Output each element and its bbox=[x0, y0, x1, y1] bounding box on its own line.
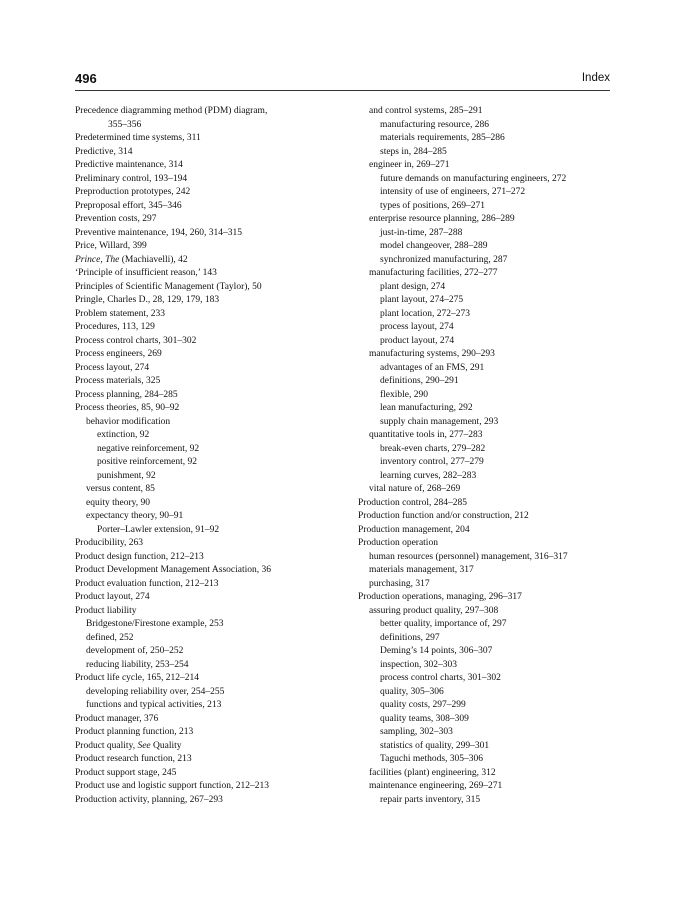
index-entry-text: Product liability bbox=[75, 605, 137, 616]
index-entry bbox=[358, 672, 620, 686]
index-entry-text: 355–356 bbox=[108, 119, 142, 130]
index-entry-text: inventory control, 277–279 bbox=[380, 457, 484, 467]
index-entry-text: developing reliability over, 254–255 bbox=[86, 686, 225, 697]
index-entry-text: plant location, 272–273 bbox=[380, 308, 470, 319]
index-entry bbox=[75, 578, 340, 592]
index-entry bbox=[75, 740, 340, 754]
index-entry-text: Process layout, 274 bbox=[75, 362, 150, 373]
index-entry-text: Product Development Management Association, 36 bbox=[75, 565, 272, 575]
index-entry-text: process control charts, 301–302 bbox=[380, 673, 501, 683]
index-entry-text: Production function and/or construction, 212 bbox=[358, 511, 529, 521]
index-entry bbox=[75, 335, 340, 349]
page-number: 496 bbox=[75, 71, 97, 86]
index-entry bbox=[75, 105, 340, 119]
index-entry-text: materials management, 317 bbox=[369, 565, 474, 575]
index-entry bbox=[358, 227, 620, 241]
index-entry bbox=[75, 794, 340, 808]
index-entry-text: facilities (plant) engineering, 312 bbox=[369, 767, 496, 778]
index-entry-italic: Prince, The bbox=[75, 254, 120, 265]
index-entry bbox=[358, 632, 620, 646]
index-entry bbox=[358, 497, 620, 511]
index-entry bbox=[75, 483, 340, 497]
index-entry-text: product layout, 274 bbox=[380, 335, 455, 346]
index-entry-text: Precedence diagramming method (PDM) diagram, bbox=[75, 106, 268, 116]
index-entry-text: Preliminary control, 193–194 bbox=[75, 173, 188, 184]
index-entry bbox=[358, 416, 620, 430]
index-entry-text: Production operation bbox=[358, 538, 438, 548]
index-entry bbox=[358, 375, 620, 389]
index-entry-text: expectancy theory, 90–91 bbox=[86, 511, 184, 521]
index-entry-text: reducing liability, 253–254 bbox=[86, 659, 189, 670]
index-entry-text: steps in, 284–285 bbox=[380, 146, 447, 157]
index-entry-text: synchronized manufacturing, 287 bbox=[380, 254, 508, 265]
index-entry bbox=[358, 200, 620, 214]
index-entry bbox=[358, 537, 620, 551]
index-entry-text: plant design, 274 bbox=[380, 281, 446, 292]
index-entry-text: Prevention costs, 297 bbox=[75, 214, 157, 224]
index-entry-text: Problem statement, 233 bbox=[75, 308, 165, 319]
index-entry-text: quality teams, 308–309 bbox=[380, 713, 469, 724]
index-entry bbox=[75, 132, 340, 146]
index-entry bbox=[75, 564, 340, 578]
index-entry-text: Preproduction prototypes, 242 bbox=[75, 187, 191, 197]
index-entry-text: Production activity, planning, 267–293 bbox=[75, 794, 223, 805]
index-entry-text: (Machiavelli), 42 bbox=[119, 254, 188, 265]
index-entry-text: engineer in, 269–271 bbox=[369, 160, 450, 170]
index-entry-see: See bbox=[137, 740, 151, 751]
index-entry-text: development of, 250–252 bbox=[86, 646, 184, 656]
index-entry-text: Product design function, 212–213 bbox=[75, 551, 204, 562]
index-entry bbox=[358, 726, 620, 740]
index-entry-text: Pringle, Charles D., 28, 129, 179, 183 bbox=[75, 295, 220, 305]
index-entry-text: human resources (personnel) management, 316–317 bbox=[369, 551, 568, 562]
index-entry bbox=[358, 213, 620, 227]
index-entry bbox=[75, 389, 340, 403]
index-entry-text: quality costs, 297–299 bbox=[380, 700, 466, 710]
index-entry bbox=[358, 267, 620, 281]
index-entry bbox=[75, 605, 340, 619]
index-entry bbox=[75, 618, 340, 632]
index-entry bbox=[358, 780, 620, 794]
index-entry-text: Preventive maintenance, 194, 260, 314–315 bbox=[75, 227, 243, 238]
index-entry bbox=[358, 402, 620, 416]
index-entry bbox=[75, 645, 340, 659]
index-entry bbox=[75, 173, 340, 187]
index-entry-text: Preproposal effort, 345–346 bbox=[75, 200, 182, 211]
index-entry-text: ‘Principle of insufficient reason,’ 143 bbox=[75, 268, 217, 278]
index-entry-text: repair parts inventory, 315 bbox=[380, 794, 481, 805]
index-entry bbox=[75, 348, 340, 362]
index-entry bbox=[75, 470, 340, 484]
index-entry-text: Product evaluation function, 212–213 bbox=[75, 578, 219, 589]
index-entry bbox=[358, 254, 620, 268]
index-entry-text: Principles of Scientific Management (Taylor), 50 bbox=[75, 281, 262, 292]
index-entry-text: versus content, 85 bbox=[86, 484, 155, 494]
index-entry bbox=[358, 591, 620, 605]
index-entry bbox=[75, 159, 340, 173]
index-entry-text: Product research function, 213 bbox=[75, 754, 192, 764]
index-entry bbox=[75, 119, 340, 133]
index-entry-text: flexible, 290 bbox=[380, 389, 429, 400]
index-entry-text: Process control charts, 301–302 bbox=[75, 335, 197, 346]
index-entry bbox=[75, 294, 340, 308]
index-entry-text: Procedures, 113, 129 bbox=[75, 322, 155, 332]
index-entry bbox=[75, 591, 340, 605]
index-entry-text: sampling, 302–303 bbox=[380, 727, 453, 737]
index-entry bbox=[358, 146, 620, 160]
index-entry-text: Process theories, 85, 90–92 bbox=[75, 403, 180, 413]
index-entry-text: Product support stage, 245 bbox=[75, 767, 177, 778]
index-entry bbox=[75, 686, 340, 700]
index-entry-text: definitions, 297 bbox=[380, 632, 440, 643]
index-entry-text: assuring product quality, 297–308 bbox=[369, 605, 499, 616]
index-entry-text: functions and typical activities, 213 bbox=[86, 700, 222, 710]
index-entry bbox=[75, 308, 340, 322]
index-entry bbox=[358, 510, 620, 524]
index-entry bbox=[358, 551, 620, 565]
index-entry-text: process layout, 274 bbox=[380, 322, 454, 332]
index-entry bbox=[358, 605, 620, 619]
index-entry-text: extinction, 92 bbox=[97, 430, 150, 440]
index-entry-text: model changeover, 288–289 bbox=[380, 241, 488, 251]
index-entry-text: intensity of use of engineers, 271–272 bbox=[380, 187, 526, 197]
index-entry bbox=[75, 402, 340, 416]
index-entry bbox=[358, 524, 620, 538]
index-entry-text: plant layout, 274–275 bbox=[380, 295, 464, 305]
index-entry-text: Bridgestone/Firestone example, 253 bbox=[86, 619, 224, 629]
index-entry-text: Product use and logistic support function, 212–213 bbox=[75, 781, 269, 791]
index-entry bbox=[358, 281, 620, 295]
index-entry bbox=[75, 659, 340, 673]
index-entry-text: manufacturing systems, 290–293 bbox=[369, 349, 495, 359]
index-entry bbox=[75, 443, 340, 457]
index-entry bbox=[358, 470, 620, 484]
index-column-right bbox=[358, 105, 620, 807]
index-entry bbox=[75, 146, 340, 160]
index-entry bbox=[358, 173, 620, 187]
index-entry bbox=[358, 362, 620, 376]
index-entry bbox=[75, 672, 340, 686]
index-entry-text: manufacturing resource, 286 bbox=[380, 119, 489, 130]
index-entry-text: Taguchi methods, 305–306 bbox=[380, 754, 484, 764]
index-entry-text: maintenance engineering, 269–271 bbox=[369, 781, 503, 791]
index-entry-text: future demands on manufacturing engineers, 272 bbox=[380, 173, 567, 184]
index-entry bbox=[75, 429, 340, 443]
index-entry bbox=[75, 321, 340, 335]
index-entry bbox=[358, 105, 620, 119]
index-entry-text: Product manager, 376 bbox=[75, 713, 159, 724]
page-header bbox=[75, 70, 610, 91]
index-entry bbox=[358, 119, 620, 133]
index-entry bbox=[358, 618, 620, 632]
index-entry-text: Product quality, bbox=[75, 740, 138, 751]
index-entry-text: Product layout, 274 bbox=[75, 592, 150, 602]
index-entry bbox=[358, 294, 620, 308]
index-entry-text: Process planning, 284–285 bbox=[75, 389, 178, 400]
index-entry-text: statistics of quality, 299–301 bbox=[380, 740, 490, 751]
index-entry-text: vital nature of, 268–269 bbox=[369, 484, 461, 494]
index-entry-text: advantages of an FMS, 291 bbox=[380, 362, 485, 373]
index-entry bbox=[358, 564, 620, 578]
index-entry bbox=[358, 699, 620, 713]
index-entry bbox=[358, 321, 620, 335]
index-entry bbox=[75, 416, 340, 430]
index-entry bbox=[75, 254, 340, 268]
index-entry-text: negative reinforcement, 92 bbox=[97, 443, 200, 454]
index-entry bbox=[358, 186, 620, 200]
index-entry bbox=[75, 281, 340, 295]
index-entry bbox=[75, 227, 340, 241]
index-entry-text: lean manufacturing, 292 bbox=[380, 403, 473, 413]
index-entry bbox=[358, 456, 620, 470]
index-entry-text: purchasing, 317 bbox=[369, 578, 430, 589]
index-entry-text: manufacturing facilities, 272–277 bbox=[369, 268, 498, 278]
index-entry bbox=[75, 726, 340, 740]
index-entry bbox=[75, 551, 340, 565]
index-entry bbox=[75, 510, 340, 524]
index-entry-suffix: Quality bbox=[150, 740, 182, 751]
index-entry bbox=[358, 578, 620, 592]
index-entry-text: and control systems, 285–291 bbox=[369, 106, 483, 116]
index-entry-text: quantitative tools in, 277–283 bbox=[369, 430, 483, 440]
index-entry bbox=[75, 767, 340, 781]
index-entry bbox=[75, 537, 340, 551]
index-column-left bbox=[75, 105, 340, 807]
index-entry-text: just-in-time, 287–288 bbox=[380, 227, 463, 238]
index-entry-text: Predetermined time systems, 311 bbox=[75, 133, 201, 143]
section-title: Index bbox=[581, 72, 610, 84]
index-entry-text: positive reinforcement, 92 bbox=[97, 457, 197, 467]
index-entry bbox=[75, 200, 340, 214]
index-entry bbox=[358, 686, 620, 700]
index-entry bbox=[75, 524, 340, 538]
index-entry bbox=[358, 794, 620, 808]
index-entry-text: better quality, importance of, 297 bbox=[380, 619, 507, 629]
index-entry-text: Product life cycle, 165, 212–214 bbox=[75, 673, 200, 683]
index-entry bbox=[75, 240, 340, 254]
index-entry-text: materials requirements, 285–286 bbox=[380, 133, 505, 143]
index-entry bbox=[358, 659, 620, 673]
index-entry-text: Predictive maintenance, 314 bbox=[75, 160, 183, 170]
index-entry bbox=[358, 767, 620, 781]
index-entry-text: break-even charts, 279–282 bbox=[380, 443, 486, 454]
index-entry-text: Deming’s 14 points, 306–307 bbox=[380, 646, 493, 656]
index-entry-text: defined, 252 bbox=[86, 632, 134, 643]
index-entry bbox=[358, 159, 620, 173]
index-entry bbox=[358, 348, 620, 362]
index-entry bbox=[358, 335, 620, 349]
index-entry bbox=[358, 713, 620, 727]
index-entry-text: behavior modification bbox=[86, 416, 171, 427]
index-entry bbox=[75, 497, 340, 511]
index-entry bbox=[358, 483, 620, 497]
index-entry-text: Process materials, 325 bbox=[75, 376, 161, 386]
index-entry-text: Production operations, managing, 296–317 bbox=[358, 592, 522, 602]
index-entry-text: Price, Willard, 399 bbox=[75, 241, 147, 251]
index-entry bbox=[75, 713, 340, 727]
index-entry bbox=[75, 267, 340, 281]
index-entry bbox=[358, 132, 620, 146]
index-entry-text: equity theory, 90 bbox=[86, 497, 151, 508]
index-entry-text: quality, 305–306 bbox=[380, 686, 444, 697]
index-entry-text: Production management, 204 bbox=[358, 524, 470, 535]
index-entry-text: Product planning function, 213 bbox=[75, 727, 194, 737]
index-entry bbox=[75, 632, 340, 646]
index-entry bbox=[75, 362, 340, 376]
index-entry bbox=[75, 375, 340, 389]
index-entry-text: Process engineers, 269 bbox=[75, 349, 162, 359]
index-entry-text: Porter–Lawler extension, 91–92 bbox=[97, 524, 220, 535]
index-entry bbox=[358, 753, 620, 767]
index-entry bbox=[358, 645, 620, 659]
index-entry bbox=[358, 389, 620, 403]
index-entry-text: supply chain management, 293 bbox=[380, 416, 499, 427]
index-entry-text: Production control, 284–285 bbox=[358, 497, 467, 508]
index-entry bbox=[358, 740, 620, 754]
index-entry-text: definitions, 290–291 bbox=[380, 376, 459, 386]
index-entry bbox=[75, 699, 340, 713]
index-entry-text: enterprise resource planning, 286–289 bbox=[369, 214, 515, 224]
index-entry-text: punishment, 92 bbox=[97, 470, 156, 481]
index-entry-text: types of positions, 269–271 bbox=[380, 200, 486, 211]
index-entry bbox=[75, 780, 340, 794]
index-entry-text: learning curves, 282–283 bbox=[380, 470, 477, 481]
index-entry bbox=[358, 240, 620, 254]
index-entry bbox=[75, 753, 340, 767]
index-entry bbox=[75, 186, 340, 200]
index-entry bbox=[358, 308, 620, 322]
index-entry bbox=[75, 456, 340, 470]
index-entry bbox=[358, 443, 620, 457]
index-entry-text: Producibility, 263 bbox=[75, 538, 143, 548]
index-entry-text: Predictive, 314 bbox=[75, 146, 133, 157]
index-entry-text: inspection, 302–303 bbox=[380, 659, 458, 670]
index-entry bbox=[75, 213, 340, 227]
index-entry bbox=[358, 429, 620, 443]
